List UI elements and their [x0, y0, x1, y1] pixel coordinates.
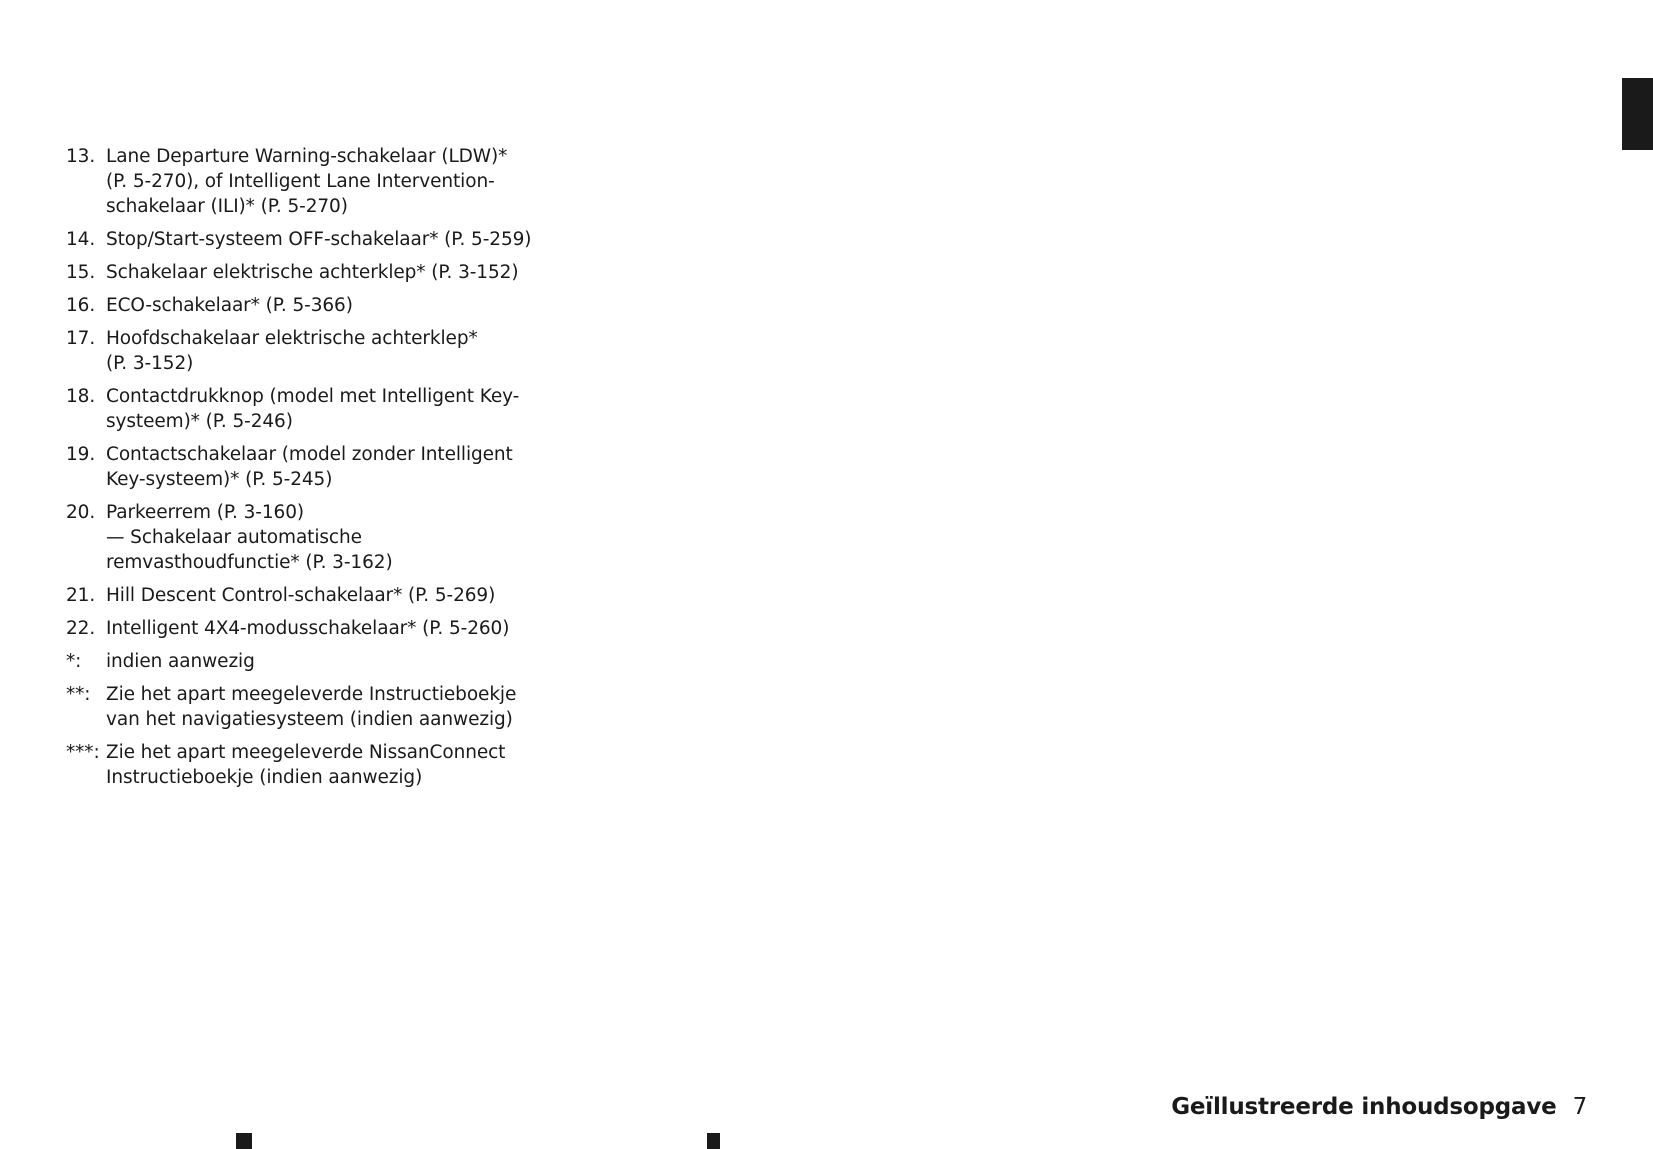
legend-item-number: 16. — [66, 295, 96, 316]
legend-item-text — [106, 227, 586, 252]
legend-item-number: 22. — [66, 618, 96, 639]
legend-item-line: Zie het apart meegeleverde NissanConnect — [106, 742, 506, 763]
legend-item-text — [106, 682, 586, 732]
legend-item-text — [106, 583, 586, 608]
legend-item-line: (P. 3-152) — [106, 353, 194, 374]
legend-item-line: Schakelaar elektrische achterklep* (P. 3-152) — [106, 262, 519, 283]
legend-item-line: systeem)* (P. 5-246) — [106, 411, 293, 432]
legend-item-line: van het navigatiesysteem (indien aanwezig) — [106, 709, 513, 730]
legend-item — [66, 500, 586, 575]
legend-item-line: Instructieboekje (indien aanwezig) — [106, 767, 423, 788]
legend-item-number: 13. — [66, 146, 96, 167]
footer-page-number: 7 — [1572, 1094, 1587, 1120]
legend-item-text — [106, 649, 586, 674]
footer-section-title: Geïllustreerde inhoudsopgave — [1171, 1094, 1557, 1120]
legend-item-line: — Schakelaar automatische — [106, 527, 362, 548]
legend-item-line: schakelaar (ILI)* (P. 5-270) — [106, 196, 348, 217]
legend-item — [66, 682, 586, 732]
legend-item — [66, 227, 586, 252]
legend-item-line: indien aanwezig — [106, 651, 255, 672]
legend-item-number: 19. — [66, 444, 96, 465]
legend-item-line: Zie het apart meegeleverde Instructieboekje — [106, 684, 517, 705]
legend-item-list — [66, 144, 586, 798]
legend-item-text — [106, 500, 586, 575]
legend-item-number: 20. — [66, 502, 96, 523]
legend-item-text — [106, 144, 586, 219]
crop-mark-left — [236, 1133, 252, 1149]
legend-item-text — [106, 384, 586, 434]
legend-item-line: (P. 5-270), of Intelligent Lane Intervention- — [106, 171, 495, 192]
legend-item-text — [106, 616, 586, 641]
legend-item — [66, 293, 586, 318]
legend-item-line: Lane Departure Warning-schakelaar (LDW)* — [106, 146, 508, 167]
legend-item-line: Stop/Start-systeem OFF-schakelaar* (P. 5-259) — [106, 229, 532, 250]
legend-item — [66, 384, 586, 434]
legend-item-number: **: — [66, 684, 91, 705]
legend-item-text — [106, 740, 586, 790]
legend-item — [66, 583, 586, 608]
legend-item-text — [106, 293, 586, 318]
legend-item — [66, 144, 586, 219]
legend-item-line: Hill Descent Control-schakelaar* (P. 5-269) — [106, 585, 496, 606]
legend-item — [66, 740, 586, 790]
crop-mark-right — [707, 1133, 720, 1149]
legend-item-number: *: — [66, 651, 82, 672]
legend-item-number: 18. — [66, 386, 96, 407]
legend-item-text — [106, 260, 586, 285]
legend-item-line: Contactschakelaar (model zonder Intelligent — [106, 444, 513, 465]
legend-item-number: 17. — [66, 328, 96, 349]
legend-item-number: ***: — [66, 742, 100, 763]
legend-item-line: Contactdrukknop (model met Intelligent Key- — [106, 386, 520, 407]
legend-item-number: 15. — [66, 262, 96, 283]
section-thumb-tab — [1622, 78, 1653, 150]
page-footer — [1171, 1094, 1587, 1120]
legend-item — [66, 649, 586, 674]
legend-item-line: Key-systeem)* (P. 5-245) — [106, 469, 333, 490]
legend-item-line: ECO-schakelaar* (P. 5-366) — [106, 295, 353, 316]
legend-item-text — [106, 442, 586, 492]
legend-item-text — [106, 326, 586, 376]
legend-item — [66, 326, 586, 376]
legend-item-line: remvasthoudfunctie* (P. 3-162) — [106, 552, 393, 573]
legend-item — [66, 442, 586, 492]
legend-item-number: 21. — [66, 585, 96, 606]
legend-item — [66, 260, 586, 285]
legend-item — [66, 616, 586, 641]
legend-item-line: Parkeerrem (P. 3-160) — [106, 502, 304, 523]
legend-item-line: Intelligent 4X4-modusschakelaar* (P. 5-260) — [106, 618, 510, 639]
legend-item-line: Hoofdschakelaar elektrische achterklep* — [106, 328, 478, 349]
legend-item-number: 14. — [66, 229, 96, 250]
